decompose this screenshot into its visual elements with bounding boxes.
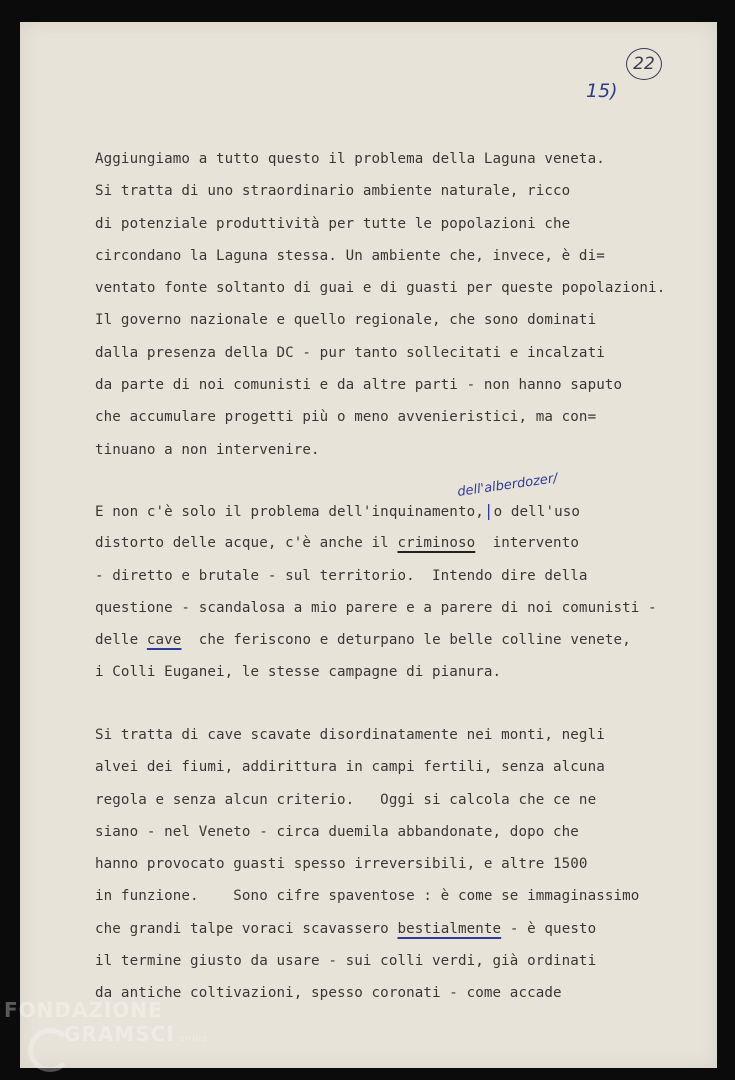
text-line: - diretto e brutale - sul territorio. Intendo dire della xyxy=(95,567,588,584)
text-line xyxy=(95,495,657,527)
document-page xyxy=(20,22,717,1068)
text-line xyxy=(95,624,657,656)
text-line: da antiche coltivazioni, spesso coronati - come accade xyxy=(95,985,562,1002)
watermark-line-2 xyxy=(4,1022,208,1051)
text-line xyxy=(95,527,657,559)
text-line: i Colli Euganei, le stesse campagne di pianura. xyxy=(95,664,502,681)
text-segment: che grandi talpe voraci scavassero xyxy=(95,920,389,937)
text-segment: E non c'è solo il problema dell'inquinamento, xyxy=(95,504,484,520)
text-line: hanno provocato guasti spesso irreversibili, e altre 1500 xyxy=(95,856,588,873)
text-line: regola e senza alcun criterio. Oggi si calcola che ce ne xyxy=(95,791,597,808)
text-line: che accumulare progetti più o meno avvenieristici, ma con= xyxy=(95,409,597,426)
underlined-word: criminoso xyxy=(397,535,476,552)
text-line: alvei dei fiumi, addirittura in campi fertili, senza alcuna xyxy=(95,759,605,776)
underlined-word: bestialmente xyxy=(397,920,502,937)
text-segment: o dell'uso xyxy=(493,504,581,520)
text-line: questione - scandalosa a mio parere e a parere di noi comunisti - xyxy=(95,599,657,616)
watermark xyxy=(4,998,208,1051)
paragraph-3 xyxy=(95,719,639,1010)
text-line: circondano la Laguna stessa. Un ambiente che, invece, è di= xyxy=(95,247,605,264)
text-line: il termine giusto da usare - sui colli verdi, già ordinati xyxy=(95,953,597,970)
archive-number-stamp: 22 xyxy=(626,48,662,80)
text-line: tinuano a non intervenire. xyxy=(95,441,320,458)
page-number: 15) xyxy=(586,80,618,102)
text-line: Il governo nazionale e quello regionale, che sono dominati xyxy=(95,312,597,329)
insertion-mark: | xyxy=(483,501,494,520)
text-segment: intervento xyxy=(492,535,579,552)
watermark-line-1: FONDAZIONE xyxy=(4,998,163,1022)
watermark-name: GRAMSCI xyxy=(64,1022,175,1046)
handwritten-insertion: dell'alberdozer/ xyxy=(456,471,559,500)
text-line: di potenziale produttività per tutte le popolazioni che xyxy=(95,215,571,232)
text-line: Si tratta di uno straordinario ambiente naturale, ricco xyxy=(95,183,571,200)
text-line: ventato fonte soltanto di guai e di guasti per queste popolazioni. xyxy=(95,280,666,297)
text-line: in funzione. Sono cifre spaventose : è come se immaginassimo xyxy=(95,888,640,905)
paragraph-1 xyxy=(95,143,665,466)
text-line xyxy=(95,913,639,945)
text-line: dalla presenza della DC - pur tanto sollecitati e incalzati xyxy=(95,344,605,361)
text-line: Aggiungiamo a tutto questo il problema della Laguna veneta. xyxy=(95,151,605,167)
text-line: da parte di noi comunisti e da altre parti - non hanno saputo xyxy=(95,377,623,394)
paragraph-2 xyxy=(95,495,657,689)
watermark-suffix: onlus xyxy=(178,1034,208,1044)
text-segment: - è questo xyxy=(509,920,597,937)
text-segment: che feriscono e deturpano le belle colline venete, xyxy=(198,632,631,649)
text-segment: delle xyxy=(95,632,139,649)
underlined-word: cave xyxy=(146,632,182,649)
text-segment: distorto delle acque, c'è anche il xyxy=(95,535,389,552)
text-line: Si tratta di cave scavate disordinatamente nei monti, negli xyxy=(95,727,605,743)
text-line: siano - nel Veneto - circa duemila abbandonate, dopo che xyxy=(95,823,579,840)
